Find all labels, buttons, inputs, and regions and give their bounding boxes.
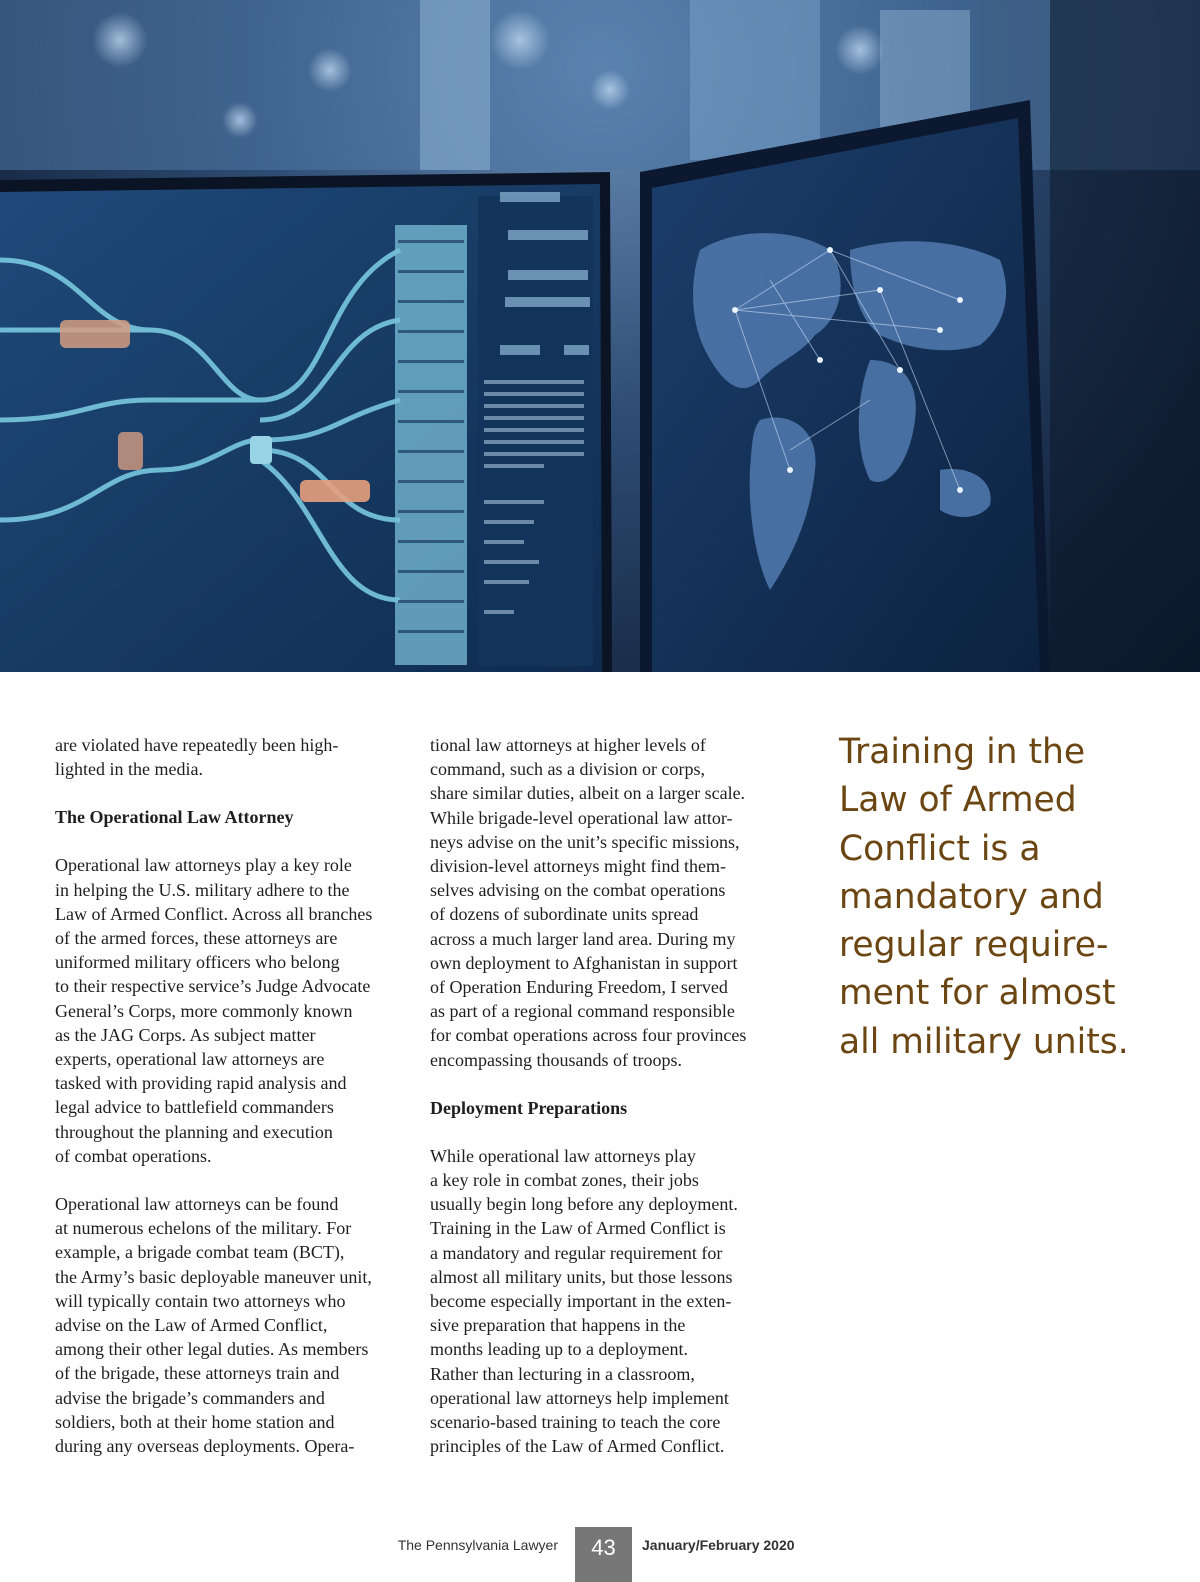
control-room-monitors-photo-icon (0, 0, 1200, 672)
body-paragraph: Operational law attorneys play a key role in helping the U.S. military adhere to the Law of Armed Conflict. Across all branches of the armed forces, these attorneys are uniformed military officers who belong to their respective service’s Judge Advocate General’s Corps, more commonly known as the JAG Corps. As subject matter experts, operational law attorneys are tasked with providing rapid analysis and legal advice to battlefield commanders throughout the planning and execution of combat operations. (55, 855, 373, 1166)
article-column-1 (55, 733, 400, 1482)
issue-date: January/February 2020 (642, 1537, 795, 1553)
hero-photo (0, 0, 1200, 672)
body-paragraph: While operational law attorneys play a key role in combat zones, their jobs usually begin long before any deployment. Training in the Law of Armed Conflict is a mandatory and regular requirement for almost all military units, but those lessons become especially important in the exten- sive preparation that happens in the months leading up to a deployment. Rather than lecturing in a classroom, operational law attorneys help implement scenario-based training to teach the core principles of the Law of Armed Conflict. (430, 1145, 738, 1457)
section-heading: Deployment Preparations (430, 1097, 628, 1118)
article-column-2 (430, 733, 775, 1482)
body-paragraph: Operational law attorneys can be found at numerous echelons of the military. For example, a brigade combat team (BCT), the Army’s basic deployable maneuver unit, will typically contain two attorneys who advise on the Law of Armed Conflict, among their other legal duties. As members of the brigade, these attorneys train and advise the brigade’s commanders and soldiers, both at their home station and during any overseas deployments. Opera- (55, 1194, 372, 1457)
page-footer (0, 1527, 1200, 1582)
publication-name: The Pennsylvania Lawyer (397, 1537, 558, 1553)
pull-quote: Training in the Law of Armed Conflict is a mandatory and regular require- ment for almost all military units. (839, 732, 1129, 1062)
page-number: 43 (575, 1527, 632, 1582)
section-heading: The Operational Law Attorney (55, 807, 294, 828)
body-paragraph: tional law attorneys at higher levels of command, such as a division or corps, share similar duties, albeit on a larger scale. While brigade-level operational law attor- neys advise on the unit’s specific missions, division-level attorneys might find them- selves advising on the combat operations of dozens of subordinate units spread across a much larger land area. During my own deployment to Afghanistan in support of Operation Enduring Freedom, I served as part of a regional command responsible for combat operations across four provinces encompassing thousands of troops. (430, 735, 747, 1070)
body-paragraph: are violated have repeatedly been high- lighted in the media. (55, 735, 339, 780)
